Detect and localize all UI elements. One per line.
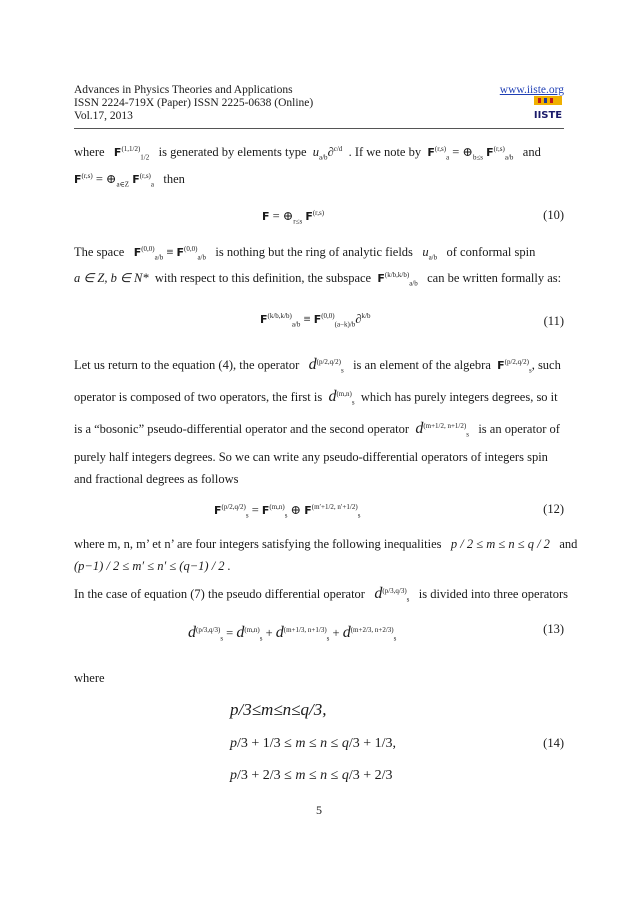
svg-text:IISTE: IISTE: [533, 110, 563, 121]
paragraph-1-line-2: $F^{(r,s)} = \oplus_{a\in Z}$ F$^{(r,s)}_a$ then: [74, 171, 185, 189]
equation-12-number: (12): [543, 502, 564, 516]
p1-where: where: [74, 145, 105, 159]
p2-text-2: is nothing but the ring of analytic fields: [215, 245, 413, 259]
equation-14-line-3: p/3 + 2/3 ≤ m ≤ n ≤ q/3 + 2/3: [230, 768, 393, 783]
p2-line-2b: with respect to this definition, the subspace: [154, 271, 372, 285]
p4-inequality-1: p / 2 ≤ m ≤ n ≤ q / 2: [450, 537, 550, 551]
p1-then: then: [163, 172, 185, 186]
equation-10: $F = \oplus_{r\le s}$ F$^{(r,s)}$: [262, 208, 325, 226]
p3-line-1a: Let us return to the equation (4), the operator: [74, 358, 300, 372]
p3-line-1c: , such: [531, 358, 561, 372]
p3-line-2a: operator is composed of two operators, the first is: [74, 390, 323, 404]
p1-text-2: . If we note by: [348, 145, 422, 159]
paragraph-4-line-1: [74, 536, 577, 552]
header-rule: [74, 128, 564, 129]
iiste-logo: [532, 96, 564, 122]
equation-10-number: (10): [543, 208, 564, 222]
page-number: 5: [316, 803, 322, 817]
p4-inequality-2: (p−1) / 2 ≤ m′ ≤ n′ ≤ (q−1) / 2 .: [74, 559, 231, 573]
paragraph-4-line-2: [74, 558, 231, 574]
equation-13: $d^{(p/3,q/3)}_s = d^{(m,n)}_s + d^{(m+1/3, n+1/3)}_s + d^{(m+2/3, n+2/3)}_s$: [188, 624, 397, 643]
equation-12: $F^{(p/2,q/2)}_s = F^{(m,n)}_s$ ⊕ $F^{(m'+1/2, n'+1/2)}_s$: [214, 502, 361, 520]
p3-line-3a: is a “bosonic” pseudo-differential operator and the second operator: [74, 422, 410, 436]
equation-13-number: (13): [543, 622, 564, 636]
paragraph-5-line-1: In the case of equation (7) the pseudo differential operator $d^{(p/3,q/3)}_s$ is divided into three operators: [74, 585, 569, 604]
equation-14-number: (14): [543, 736, 564, 750]
equation-11-number: (11): [543, 314, 564, 328]
paragraph-3-line-4: purely half integers degrees. So we can write any pseudo-differential operators of integers spin: [74, 450, 548, 464]
paragraph-3-line-5: and fractional degrees as follows: [74, 472, 239, 486]
paragraph-1-line-1: where $F^{(1,1/2)}_{1/2}$ is generated by elements type $u_{a/b}\partial^{c/d}$ . If we note by $F^{(r,s)}_a = \oplus_{b\le s}$ F$^{(r,s)}_{a/b}$ and: [74, 144, 541, 162]
p3-line-1b: is an element of the algebra: [353, 358, 491, 372]
p3-line-3b: is an operator of: [478, 422, 560, 436]
equation-14-line-2: p/3 + 1/3 ≤ m ≤ n ≤ q/3 + 1/3,: [230, 736, 397, 751]
p5-line-1b: is divided into three operators: [418, 587, 569, 601]
equation-11: $F^{(k/b,k/b)}_{a/b} \equiv F^{(0,0)}_{(a-k)/b}\partial^{k/b}$: [260, 311, 371, 329]
paragraph-2-line-1: The space F$^{(0,0)}_{a/b}$ ≡ F$^{(0,0)}_{a/b}$ is nothing but the ring of analytic fields $u_{a/b}$ of conformal spin: [74, 244, 536, 262]
equation-14-line-1: [230, 700, 326, 720]
p4-line-1a: where m, n, m’ et n’ are four integers satisfying the following inequalities: [74, 537, 442, 551]
p2-line-2a: a ∈ Z, b ∈ N*: [74, 271, 149, 285]
p5-line-1a: In the case of equation (7) the pseudo differential operator: [74, 587, 365, 601]
p1-text-1: is generated by elements type: [158, 145, 307, 159]
p2-text-1: The space: [74, 245, 125, 259]
paragraph-2-line-2: a ∈ Z, b ∈ N* with respect to this definition, the subspace $F^{(k/b,k/b)}_{a/b}$ can be written formally as:: [74, 270, 562, 288]
website-link[interactable]: www.iiste.org: [499, 84, 564, 96]
issn-line: ISSN 2224-719X (Paper) ISSN 2225-0638 (Online): [74, 97, 314, 109]
paragraph-3-line-1: Let us return to the equation (4), the operator $d^{(p/2,q/2)}_s$ is an element of the algebra $F^{(p/2,q/2)}_s$, such: [74, 356, 561, 375]
p3-line-2b: which has purely integers degrees, so it: [360, 390, 558, 404]
paragraph-3-line-2: operator is composed of two operators, the first is $d^{(m,n)}_s$ which has purely integers degrees, so it: [74, 388, 558, 407]
paragraph-6-where: where: [74, 671, 105, 685]
paragraph-3-line-3: is a “bosonic” pseudo-differential operator and the second operator $d^{(m+1/2, n+1/2)}_s$ is an operator of: [74, 420, 560, 439]
journal-title: Advances in Physics Theories and Applications: [74, 84, 293, 96]
p2-text-3: of conformal spin: [446, 245, 536, 259]
volume-line: Vol.17, 2013: [74, 110, 133, 122]
p4-line-1b: and: [559, 537, 578, 551]
p2-line-2c: can be written formally as:: [427, 271, 562, 285]
eq14-line-1-text: p/3≤m≤n≤q/3,: [230, 700, 327, 719]
p1-and: and: [522, 145, 541, 159]
